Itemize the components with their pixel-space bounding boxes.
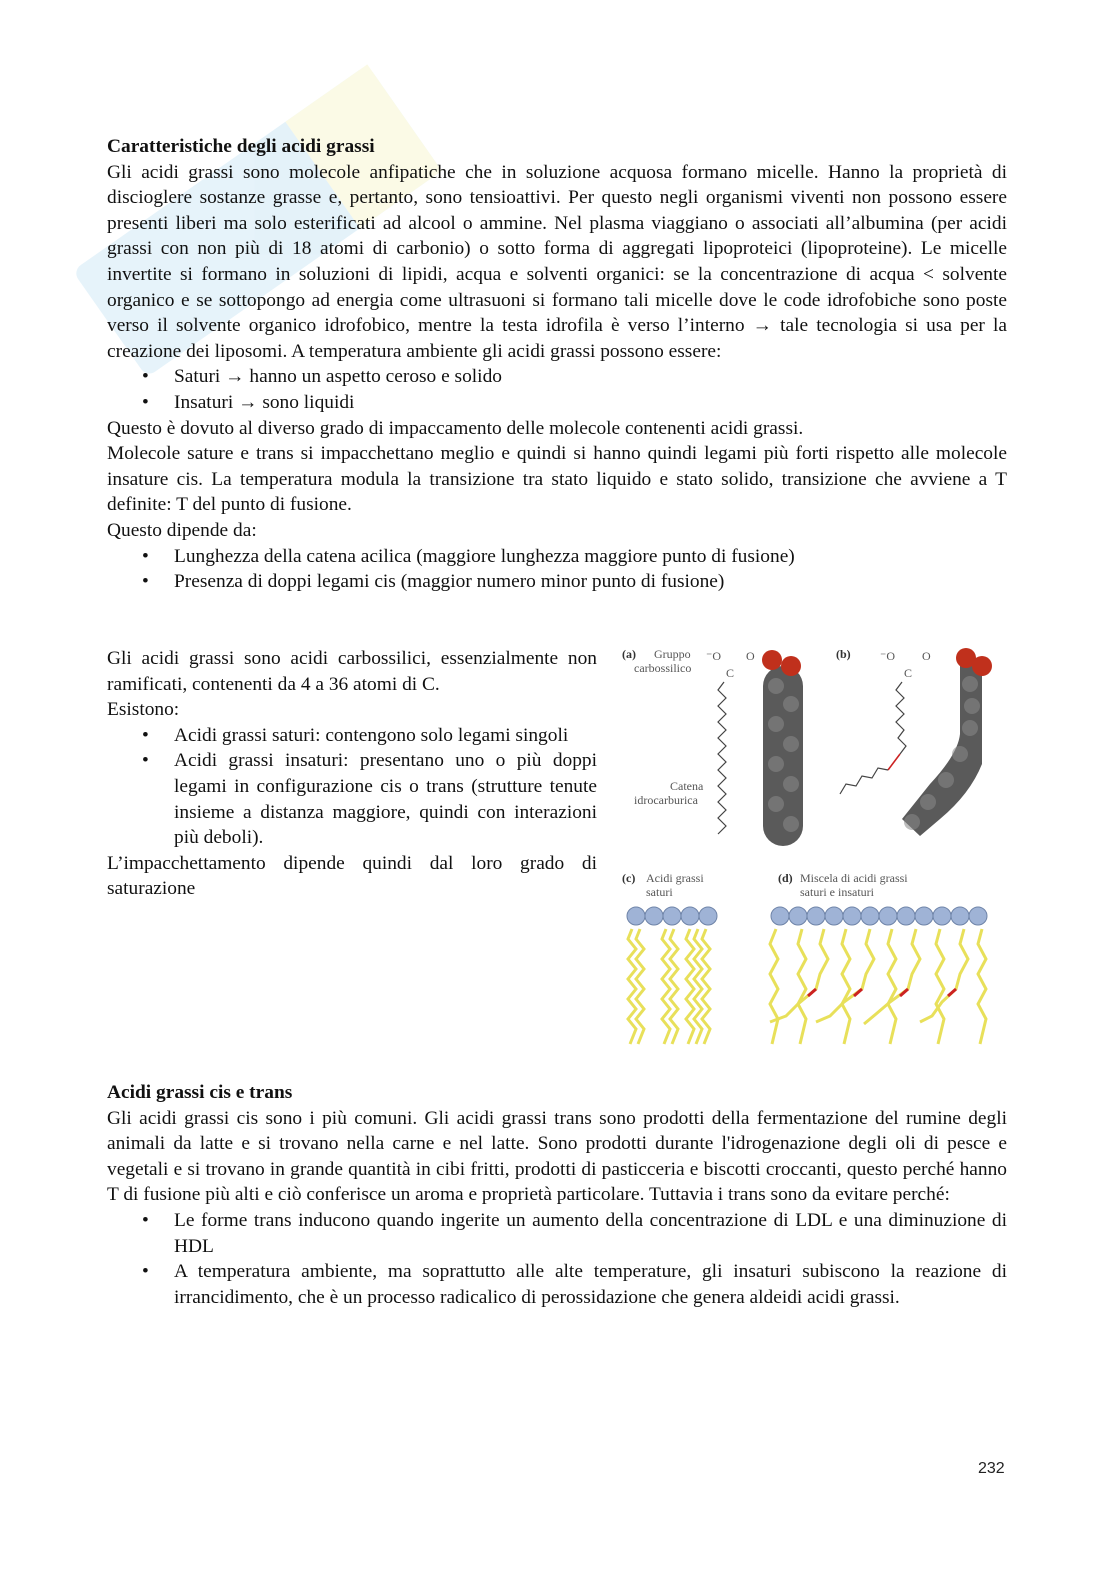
page-number: 232 [978,1460,1005,1477]
saturated-chain-zigzag [718,682,726,834]
list-item: • Acidi grassi saturi: contengono solo legami singoli [107,723,597,749]
list-item: • Presenza di doppi legami cis (maggior numero minor punto di fusione) [107,569,1007,595]
paragraph-conclusion: L’impacchettamento dipende quindi dal loro grado di saturazione [107,852,597,900]
figure-label-a: (a) [622,647,636,661]
figure-text-d-2: saturi e insaturi [800,885,874,899]
unsaturated-chain-zigzag [896,682,906,754]
figure-label-c: (c) [622,871,636,885]
paragraph-packing-1: Questo è dovuto al diverso grado di impaccamento delle molecole contenenti acidi grassi. [107,417,804,439]
figure-text-d-1: Miscela di acidi grassi [800,871,908,885]
section-heading-cis-trans: Acidi grassi cis e trans [107,1082,293,1103]
paragraph-exist: Esistono: [107,699,180,721]
figure-label-d: (d) [778,871,793,885]
unsaturated-spacefill-model [902,648,992,836]
figure-atom-c-a: C [726,666,735,680]
figure-atom-o-a: O [746,649,755,663]
section-characteristics [107,134,1007,595]
unsaturated-chain-tail [840,768,888,794]
section-cis-trans [107,1080,1007,1310]
saturated-spacefill-model [762,650,803,846]
figure-text-c-1: Acidi grassi [646,871,704,885]
fatty-acid-figure [620,644,1010,1064]
factors-list [107,544,1007,595]
types-list [107,723,597,851]
paragraph-cis-trans: Gli acidi grassi cis sono i più comuni. Gli acidi grassi trans sono prodotti della fermentazione del rumine degli animali da latte e si trovano nella carne e nel latte. Sono prodotti durante l'idrogenazione degli oli di pesce e vegetali e si trovano in grande quantità in cibi fritti, prodotti di pasticceria e biscotti croccanti, questo perché hanno T di fusione più alti e ciò conferisce un aroma e proprietà particolare. Tuttavia i trans sono da evitare perché: [107,1107,1007,1206]
list-item: • Lunghezza della catena acilica (maggiore lunghezza maggiore punto di fusione) [107,544,1007,570]
figure-text-c-2: saturi [646,885,673,899]
paragraph-depends: Questo dipende da: [107,519,257,541]
saturated-bilayer [627,907,717,1044]
figure-atom-c-b: C [904,666,913,680]
paragraph-intro: Gli acidi grassi sono molecole anfipatiche che in soluzione acquosa formano micelle. Hanno la proprietà di discioglere sostanze grasse e, pertanto, sono tensioattivi. Per questo negli organismi viventi non possono essere presenti liberi ma solo esterificati ad alcool o ammine. Nel plasma viaggiano o associati all’albumina (per acidi grassi con non più di 18 atomi di carbonio) o sotto forma di aggregati lipoproteici (lipoproteine). Le micelle invertite si formano in soluzioni di lipidi, acqua e solventi organici: se la concentrazione di acqua < solvente organico e se sottopongo ad energia come ultrasuoni si formano tali micelle dove le code idrofobiche sono poste verso il solvente organico idrofobico, mentre la testa idrofila è verso l’interno → tale tecnologia si usa per la creazione dei liposomi. A temperatura ambiente gli acidi grassi possono essere: [107,161,1007,362]
figure-text-chain-1: Catena [670,779,704,793]
section-heading-characteristics: Caratteristiche degli acidi grassi [107,136,375,157]
list-item: • A temperatura ambiente, ma soprattutto alle alte temperature, gli insaturi subiscono la reazione di irrancidimento, che è un processo radicalico di perossidazione che genera aldeidi acidi grassi. [107,1259,1007,1310]
list-item: • Insaturi → sono liquidi [107,390,1007,416]
section-definition [107,646,597,902]
figure-atom-o-minus-a: ⁻O [706,649,721,663]
figure-atom-o-minus-b: ⁻O [880,649,895,663]
figure-label-b: (b) [836,647,851,661]
mixed-bilayer [770,907,987,1044]
list-item: • Le forme trans inducono quando ingerite un aumento della concentrazione di LDL e una diminuzione di HDL [107,1208,1007,1259]
figure-text-chain-2: idrocarburica [634,793,698,807]
list-item: • Acidi grassi insaturi: presentano uno o più doppi legami in configurazione cis o trans (strutture tenute insieme a distanza maggiore, quindi con interazioni più deboli). [107,748,597,850]
paragraph-definition: Gli acidi grassi sono acidi carbossilici, essenzialmente non ramificati, contenenti da 4 a 36 atomi di C. [107,648,597,695]
paragraph-packing-2: Molecole sature e trans si impacchettano meglio e quindi si hanno quindi legami più forti rispetto alle molecole insature cis. La temperatura modula la transizione tra stato liquido e stato solido, transizione che avviene a T definite: T del punto di fusione. [107,443,1007,516]
figure-text-group-1: Gruppo [654,647,691,661]
figure-text-group-2: carbossilico [634,661,692,675]
reasons-list [107,1208,1007,1310]
figure-atom-o-b: O [922,649,931,663]
states-list [107,364,1007,415]
cis-double-bond [888,754,900,770]
list-item: • Saturi → hanno un aspetto ceroso e solido [107,364,1007,390]
